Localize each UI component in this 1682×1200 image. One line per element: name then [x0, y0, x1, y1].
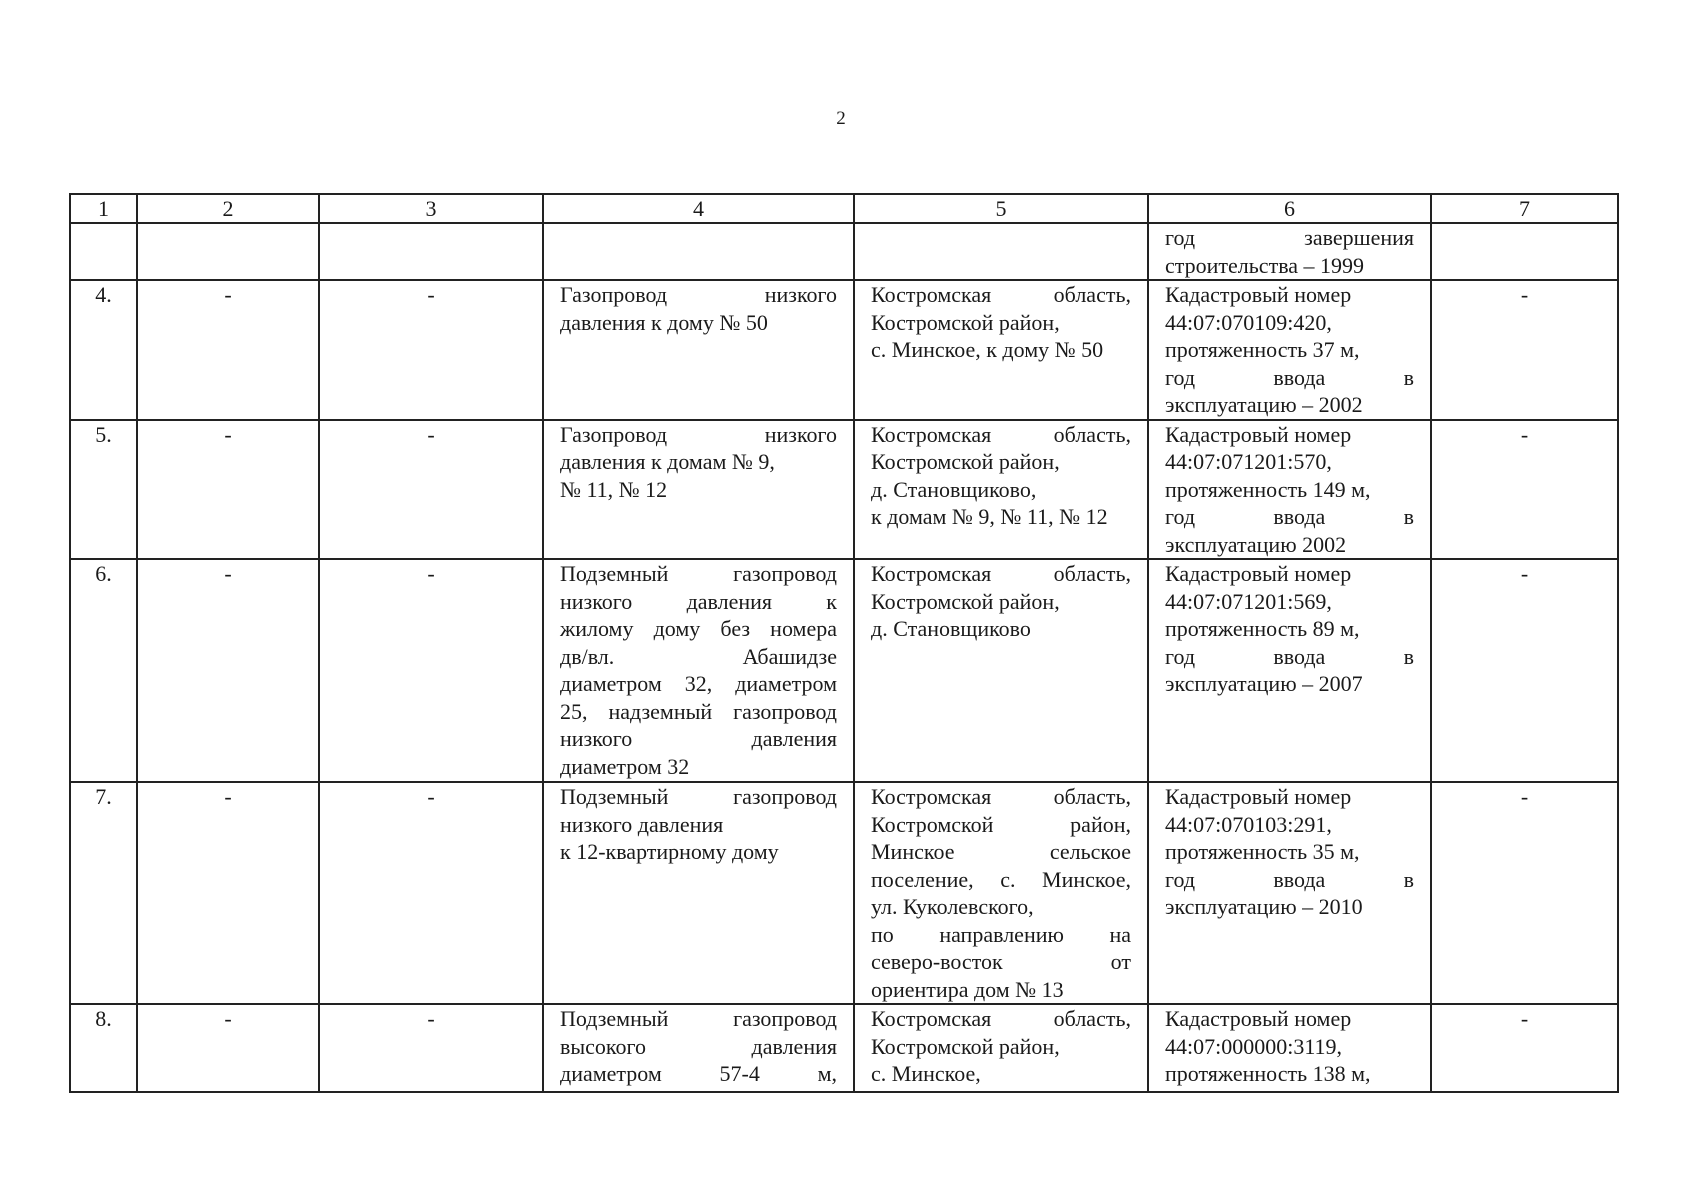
table-cell: - — [319, 559, 543, 782]
cell-line: Костромской район, — [871, 449, 1060, 474]
table-cell: - — [137, 280, 319, 420]
cell-line: дв/вл. Абашидзе — [560, 643, 837, 669]
continuation-row — [70, 223, 1618, 280]
object-name-cell — [543, 280, 854, 420]
cadastral-cell — [1148, 1004, 1431, 1092]
table-cell: - — [1431, 559, 1618, 782]
cell-line: год ввода в — [1165, 866, 1414, 892]
cell-line: Газопровод низкого — [560, 421, 837, 447]
cell-line: ориентира дом № 13 — [871, 976, 1064, 1002]
cell-line: диаметром 32 — [560, 753, 690, 779]
cell-line: эксплуатацию – 2007 — [1165, 671, 1363, 696]
cell-line: Кадастровый номер — [1165, 1006, 1352, 1031]
cadastral-cell — [1148, 420, 1431, 560]
cell-line: давления к домам № 9, — [560, 449, 775, 474]
object-name-cell — [543, 559, 854, 782]
cell-line: Костромская область, — [871, 1006, 1131, 1031]
table-cell — [854, 223, 1148, 280]
table-cell: - — [1431, 420, 1618, 560]
table-cell: - — [137, 782, 319, 1004]
row-number: 5. — [70, 420, 137, 560]
table-cell: - — [319, 280, 543, 420]
cadastral-cell — [1148, 782, 1431, 1004]
address-cell — [854, 559, 1148, 782]
cell-line: д. Становщиково, — [871, 476, 1037, 502]
table-cell: - — [319, 420, 543, 560]
cell-line: Газопровод низкого — [560, 282, 837, 307]
table-row — [70, 782, 1618, 1004]
cell-line: поселение, с. Минское, — [871, 866, 1131, 892]
table-cell: - — [1431, 280, 1618, 420]
cell-line: 25, надземный газопровод — [560, 698, 837, 724]
table-cell — [543, 223, 854, 280]
cell-line: Костромская область, — [871, 561, 1131, 586]
table-cell — [1431, 223, 1618, 280]
cell-line: жилому дому без номера — [560, 616, 837, 641]
cell-line: по направлению на — [871, 921, 1131, 947]
cell-line: давления к дому № 50 — [560, 309, 768, 335]
table-row — [70, 559, 1618, 782]
cell-line: 44:07:070109:420, — [1165, 309, 1332, 335]
header-cell: 6 — [1148, 194, 1431, 223]
cell-line: Кадастровый номер — [1165, 282, 1352, 307]
cell-line: протяженность 37 м, — [1165, 337, 1360, 362]
cell-line: 44:07:071201:569, — [1165, 588, 1332, 614]
page-number: 2 — [836, 108, 846, 129]
address-cell — [854, 280, 1148, 420]
header-cell: 2 — [137, 194, 319, 223]
header-cell: 1 — [70, 194, 137, 223]
table-cell — [70, 223, 137, 280]
cell-line: низкого давления к — [560, 588, 837, 614]
table-cell: - — [137, 559, 319, 782]
cell-line: протяженность 138 м, — [1165, 1061, 1371, 1086]
cell-line: Подземный газопровод — [560, 1006, 837, 1031]
cell-line: протяженность 89 м, — [1165, 616, 1360, 641]
cell-line: Костромская область, — [871, 282, 1131, 307]
table-cell: - — [319, 1004, 543, 1092]
cell-line: диаметром 57-4 м, — [560, 1061, 837, 1086]
cell-line: эксплуатацию – 2010 — [1165, 894, 1363, 919]
object-name-cell — [543, 420, 854, 560]
header-cell: 7 — [1431, 194, 1618, 223]
cadastral-cell — [1148, 223, 1431, 280]
cell-line: с. Минское, к дому № 50 — [871, 337, 1104, 362]
cell-line: Кадастровый номер — [1165, 561, 1352, 586]
cell-line: Подземный газопровод — [560, 784, 837, 809]
table-cell — [137, 223, 319, 280]
table-cell: - — [137, 1004, 319, 1092]
table-cell: - — [137, 420, 319, 560]
cell-line: Кадастровый номер — [1165, 784, 1352, 809]
cell-line: протяженность 35 м, — [1165, 839, 1360, 864]
row-number: 4. — [70, 280, 137, 420]
table-cell — [319, 223, 543, 280]
table-row — [70, 280, 1618, 420]
cell-line: эксплуатацию – 2002 — [1165, 392, 1363, 417]
cell-line: год ввода в — [1165, 643, 1414, 669]
property-table — [69, 193, 1619, 1093]
header-cell: 5 — [854, 194, 1148, 223]
cell-line: низкого давления — [560, 726, 837, 751]
cell-line: к 12-квартирному дому — [560, 839, 779, 864]
cell-line: Костромской район, — [871, 811, 1131, 837]
cell-line: 44:07:071201:570, — [1165, 449, 1332, 474]
cell-line: Подземный газопровод — [560, 561, 837, 586]
object-name-cell — [543, 1004, 854, 1092]
cell-line: год ввода в — [1165, 364, 1414, 390]
cell-line: низкого давления — [560, 811, 724, 837]
cell-line: высокого давления — [560, 1033, 837, 1059]
cell-line: Костромская область, — [871, 421, 1131, 447]
cell-line: Костромской район, — [871, 588, 1060, 614]
cell-line: Костромская область, — [871, 784, 1131, 809]
cell-line: Минское сельское — [871, 839, 1131, 864]
address-cell — [854, 1004, 1148, 1092]
cell-line: № 11, № 12 — [560, 476, 668, 502]
address-cell — [854, 782, 1148, 1004]
cell-line: Кадастровый номер — [1165, 421, 1352, 447]
cell-line: 44:07:000000:3119, — [1165, 1033, 1343, 1059]
table-cell: - — [319, 782, 543, 1004]
cadastral-cell — [1148, 559, 1431, 782]
cell-line: северо-восток от — [871, 949, 1131, 974]
address-cell — [854, 420, 1148, 560]
cell-line: протяженность 149 м, — [1165, 476, 1371, 502]
cell-line: год ввода в — [1165, 504, 1414, 529]
table-row — [70, 420, 1618, 560]
cell-line: эксплуатацию 2002 — [1165, 531, 1347, 557]
object-name-cell — [543, 782, 854, 1004]
cell-line: ул. Куколевского, — [871, 894, 1034, 919]
row-number: 6. — [70, 559, 137, 782]
header-row — [70, 194, 1618, 223]
row-number: 8. — [70, 1004, 137, 1092]
table-row — [70, 1004, 1618, 1092]
table-cell: - — [1431, 1004, 1618, 1092]
cell-line: к домам № 9, № 11, № 12 — [871, 504, 1108, 529]
table-cell: - — [1431, 782, 1618, 1004]
cell-line: год завершения — [1165, 225, 1414, 250]
cell-line: Костромской район, — [871, 1033, 1060, 1059]
cell-line: Костромской район, — [871, 309, 1060, 335]
header-cell: 3 — [319, 194, 543, 223]
row-number: 7. — [70, 782, 137, 1004]
header-cell: 4 — [543, 194, 854, 223]
cell-line: строительства – 1999 — [1165, 252, 1365, 278]
cell-line: 44:07:070103:291, — [1165, 811, 1332, 837]
cell-line: с. Минское, — [871, 1061, 981, 1086]
cell-line: д. Становщиково — [871, 616, 1031, 641]
cell-line: диаметром 32, диаметром — [560, 671, 837, 696]
cadastral-cell — [1148, 280, 1431, 420]
